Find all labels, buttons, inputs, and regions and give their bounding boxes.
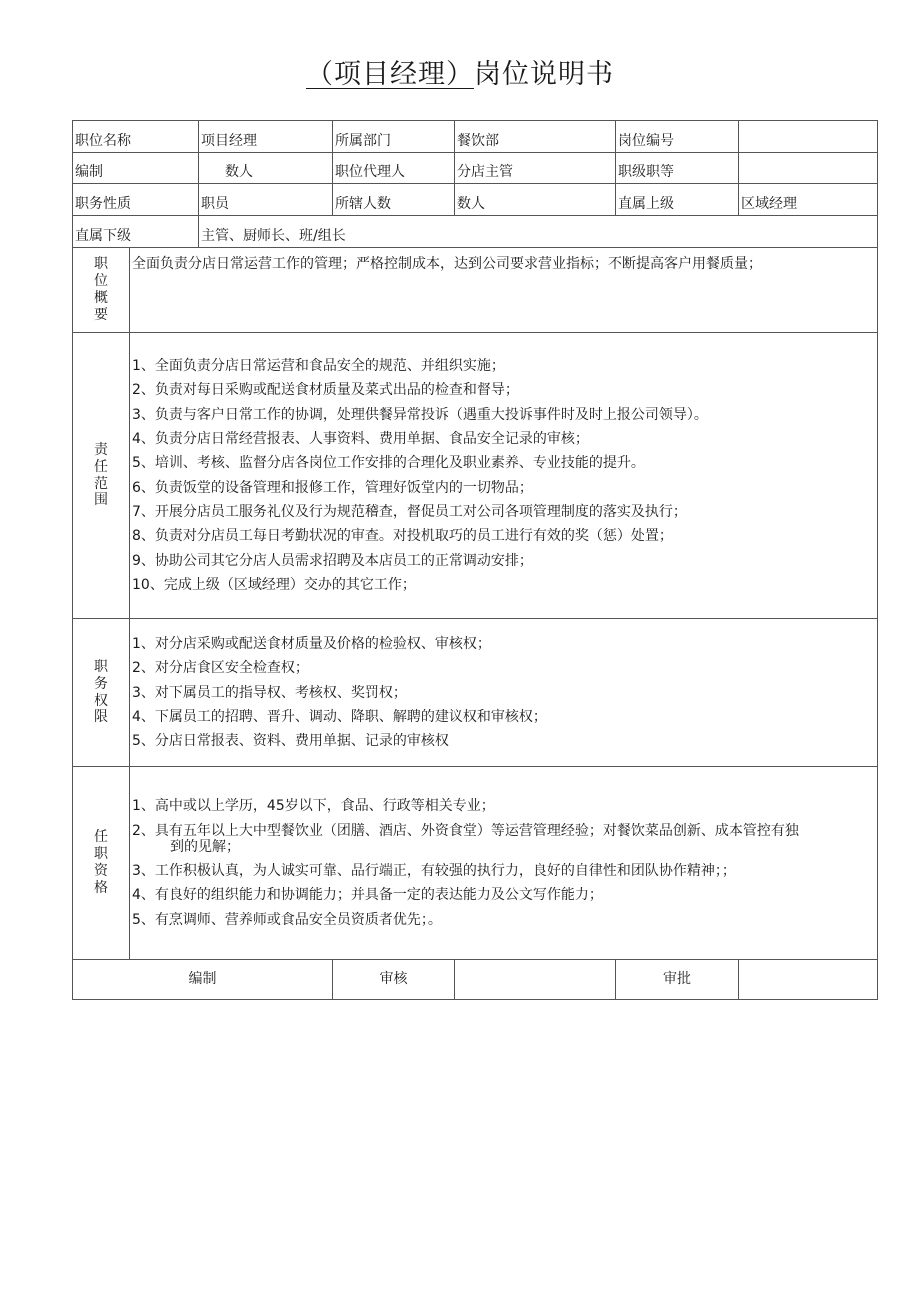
signoff-approve-value[interactable] <box>739 960 878 1000</box>
label-grade: 职级职等 <box>616 153 739 184</box>
signoff-review-value[interactable] <box>455 960 616 1000</box>
authority-list <box>132 636 875 749</box>
summary-label-char: 要 <box>94 306 108 323</box>
list-item: 2、对分店食区安全检查权； <box>132 660 309 677</box>
responsibilities-label-char: 范 <box>94 475 108 492</box>
label-subordinate-count: 所辖人数 <box>333 184 455 216</box>
list-item: 4、下属员工的招聘、晋升、调动、降职、解聘的建议权和审核权； <box>132 708 547 725</box>
value-grade <box>739 153 878 184</box>
label-position-code: 岗位编号 <box>616 121 739 153</box>
qualification-content <box>130 767 878 960</box>
responsibilities-label <box>73 333 130 619</box>
summary-text: 全面负责分店日常运营工作的管理；严格控制成本，达到公司要求营业指标；不断提高客户用餐质量； <box>130 248 878 333</box>
list-item: 1、高中或以上学历，45岁以下，食品、行政等相关专业； <box>132 798 495 815</box>
list-item: 3、工作积极认真，为人诚实可靠、品行端正，有较强的执行力，良好的自律性和团队协作精神；； <box>132 863 736 879</box>
list-item: 4、有良好的组织能力和协调能力；并具备一定的表达能力及公文写作能力； <box>132 887 603 904</box>
list-item: 6、负责饭堂的设备管理和报修工作，管理好饭堂内的一切物品； <box>132 479 533 496</box>
summary-label-char: 概 <box>94 290 108 306</box>
qualification-label-char: 资 <box>94 863 108 879</box>
list-item: 7、开展分店员工服务礼仪及行为规范稽查，督促员工对公司各项管理制度的落实及执行； <box>132 503 687 520</box>
label-headcount: 编制 <box>73 153 199 184</box>
label-deputy: 职位代理人 <box>333 153 455 184</box>
value-position-name: 项目经理 <box>199 121 333 153</box>
value-nature: 职员 <box>199 184 333 216</box>
label-department: 所属部门 <box>333 121 455 153</box>
authority-content <box>130 619 878 767</box>
authority-label-char: 限 <box>94 709 108 726</box>
qualification-label-char: 职 <box>94 846 108 863</box>
qualification-row <box>73 767 878 960</box>
responsibilities-label-char: 任 <box>94 458 108 475</box>
summary-label-char: 职 <box>94 256 108 273</box>
document-title <box>0 52 920 91</box>
authority-label <box>73 619 130 767</box>
list-item-line: 2、具有五年以上大中型餐饮业（团膳、酒店、外资食堂）等运营管理经验；对餐饮菜品创新、成本管控有独 <box>132 822 799 839</box>
authority-label-char: 务 <box>94 675 108 692</box>
signoff-compile-label: 编制 <box>73 960 333 1000</box>
list-item: 5、培训、考核、监督分店各岗位工作安排的合理化及职业素养、专业技能的提升。 <box>132 455 645 472</box>
summary-row <box>73 248 878 333</box>
qualification-label <box>73 767 130 960</box>
qualification-list <box>132 798 875 927</box>
title-underlined: （项目经理） <box>306 59 474 90</box>
list-item: 8、负责对分店员工每日考勤状况的审查。对投机取巧的员工进行有效的奖（惩）处置； <box>132 528 673 545</box>
basic-row-3 <box>73 184 878 216</box>
list-item: 2、负责对每日采购或配送食材质量及菜式出品的检查和督导； <box>132 382 519 399</box>
summary-label-char: 位 <box>94 273 108 290</box>
list-item: 4、负责分店日常经营报表、人事资料、费用单据、食品安全记录的审核； <box>132 431 589 448</box>
responsibilities-label-char: 围 <box>94 492 108 509</box>
list-item-continuation: 到的见解； <box>170 838 240 855</box>
value-headcount: 数人 <box>199 153 333 184</box>
list-item: 1、对分店采购或配送食材质量及价格的检验权、审核权； <box>132 635 491 652</box>
authority-label-char: 权 <box>94 692 108 709</box>
authority-label-char: 职 <box>94 658 108 675</box>
label-direct-reports: 直属下级 <box>73 216 199 248</box>
label-nature: 职务性质 <box>73 184 199 216</box>
basic-row-2 <box>73 153 878 184</box>
signoff-approve-label: 审批 <box>616 960 739 1000</box>
basic-row-4 <box>73 216 878 248</box>
responsibilities-label-char: 责 <box>94 441 108 458</box>
list-item: 1、全面负责分店日常运营和食品安全的规范、并组织实施； <box>132 358 505 375</box>
responsibilities-content <box>130 333 878 619</box>
signoff-review-label: 审核 <box>333 960 455 1000</box>
list-item: 3、负责与客户日常工作的协调，处理供餐异常投诉（遇重大投诉事件时及时上报公司领导）。 <box>132 406 708 423</box>
qualification-label-char: 任 <box>94 829 108 846</box>
title-rest: 岗位说明书 <box>474 59 614 90</box>
list-item <box>132 823 875 855</box>
summary-label <box>73 248 130 333</box>
basic-row-1 <box>73 121 878 153</box>
value-deputy: 分店主管 <box>455 153 616 184</box>
list-item: 3、对下属员工的指导权、考核权、奖罚权； <box>132 684 407 701</box>
label-position-name: 职位名称 <box>73 121 199 153</box>
value-position-code <box>739 121 878 153</box>
label-superior: 直属上级 <box>616 184 739 216</box>
responsibilities-row <box>73 333 878 619</box>
qualification-label-char: 格 <box>94 879 108 896</box>
value-superior: 区域经理 <box>739 184 878 216</box>
value-department: 餐饮部 <box>455 121 616 153</box>
list-item: 9、协助公司其它分店人员需求招聘及本店员工的正常调动安排； <box>132 552 533 569</box>
responsibilities-list <box>132 358 875 593</box>
value-subordinate-count: 数人 <box>455 184 616 216</box>
authority-row <box>73 619 878 767</box>
signoff-row <box>73 960 878 1000</box>
list-item: 5、分店日常报表、资料、费用单据、记录的审核权 <box>132 733 449 750</box>
job-description-table <box>72 120 878 1000</box>
list-item: 5、有烹调师、营养师或食品安全员资质者优先；。 <box>132 911 442 928</box>
value-direct-reports: 主管、厨师长、班/组长 <box>199 216 878 248</box>
list-item: 10、完成上级（区域经理）交办的其它工作； <box>132 576 416 593</box>
